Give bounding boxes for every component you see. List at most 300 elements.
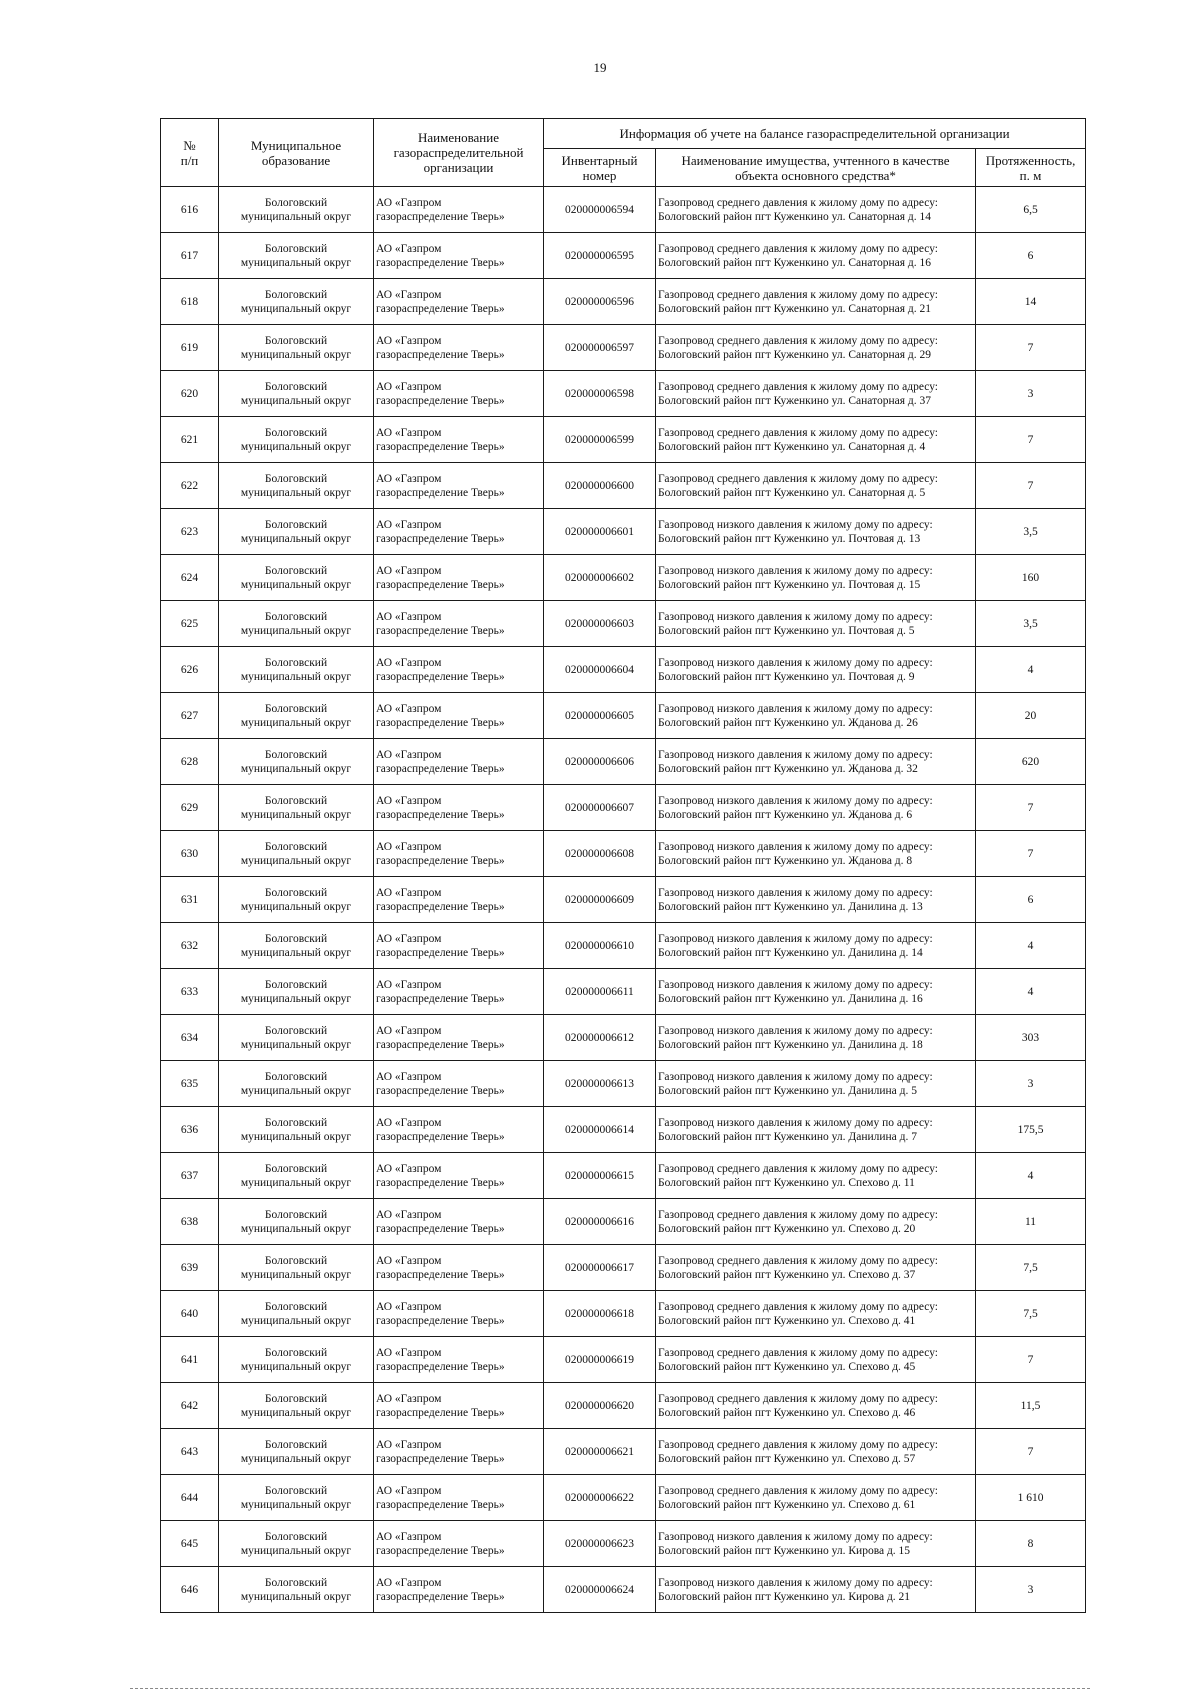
object-cell [656, 1199, 976, 1245]
header-municipality-text: Муниципальное образование [250, 137, 342, 168]
municipality-line-2: муниципальный округ [240, 670, 352, 683]
length-value: 7,5 [976, 1291, 1086, 1337]
municipality-line-2: муниципальный округ [240, 1130, 352, 1143]
table-row [161, 279, 1086, 325]
table-row [161, 1429, 1086, 1475]
row-number: 629 [161, 785, 219, 831]
municipality-line-1: Бологовский [264, 886, 328, 899]
organization-cell [374, 1429, 544, 1475]
municipality-line-1: Бологовский [264, 334, 328, 347]
organization-line-1: АО «Газпром [376, 1484, 442, 1497]
organization-line-1: АО «Газпром [376, 1438, 442, 1451]
inventory-number: 020000006606 [544, 739, 656, 785]
inventory-number: 020000006613 [544, 1061, 656, 1107]
organization-line-1: АО «Газпром [376, 1300, 442, 1313]
row-number: 623 [161, 509, 219, 555]
municipality-cell [219, 877, 374, 923]
municipality-cell [219, 785, 374, 831]
municipality-cell [219, 1153, 374, 1199]
municipality-line-1: Бологовский [264, 1346, 328, 1359]
table-row [161, 1245, 1086, 1291]
object-line-2: Бологовский район пгт Куженкино ул. Санаторная д. 21 [658, 302, 932, 315]
table-row [161, 463, 1086, 509]
municipality-line-2: муниципальный округ [240, 486, 352, 499]
table-row [161, 923, 1086, 969]
organization-cell [374, 1291, 544, 1337]
object-line-1: Газопровод низкого давления к жилому дому по адресу: [658, 702, 933, 715]
organization-line-1: АО «Газпром [376, 1254, 442, 1267]
table-row [161, 1521, 1086, 1567]
municipality-line-2: муниципальный округ [240, 716, 352, 729]
organization-line-2: газораспределение Тверь» [376, 1452, 505, 1465]
municipality-cell [219, 1429, 374, 1475]
municipality-line-1: Бологовский [264, 702, 328, 715]
object-line-2: Бологовский район пгт Куженкино ул. Почтовая д. 15 [658, 578, 921, 591]
organization-line-1: АО «Газпром [376, 1576, 442, 1589]
object-line-1: Газопровод среднего давления к жилому дому по адресу: [658, 196, 939, 209]
municipality-line-2: муниципальный округ [240, 1038, 352, 1051]
object-line-2: Бологовский район пгт Куженкино ул. Спехово д. 46 [658, 1406, 916, 1419]
municipality-line-1: Бологовский [264, 840, 328, 853]
table-body [161, 187, 1086, 1613]
object-line-2: Бологовский район пгт Куженкино ул. Спехово д. 61 [658, 1498, 916, 1511]
header-object [656, 149, 976, 187]
object-line-1: Газопровод низкого давления к жилому дому по адресу: [658, 932, 933, 945]
organization-line-2: газораспределение Тверь» [376, 808, 505, 821]
object-cell [656, 693, 976, 739]
organization-cell [374, 877, 544, 923]
object-line-2: Бологовский район пгт Куженкино ул. Спехово д. 37 [658, 1268, 916, 1281]
object-line-2: Бологовский район пгт Куженкино ул. Санаторная д. 5 [658, 486, 926, 499]
organization-line-1: АО «Газпром [376, 1024, 442, 1037]
header-municipality [219, 119, 374, 187]
organization-cell [374, 233, 544, 279]
object-cell [656, 601, 976, 647]
municipality-line-1: Бологовский [264, 518, 328, 531]
organization-line-2: газораспределение Тверь» [376, 486, 505, 499]
organization-line-1: АО «Газпром [376, 426, 442, 439]
organization-line-2: газораспределение Тверь» [376, 394, 505, 407]
municipality-line-1: Бологовский [264, 426, 328, 439]
length-value: 175,5 [976, 1107, 1086, 1153]
organization-cell [374, 693, 544, 739]
header-num [161, 119, 219, 187]
row-number: 639 [161, 1245, 219, 1291]
length-value: 6,5 [976, 187, 1086, 233]
inventory-number: 020000006617 [544, 1245, 656, 1291]
inventory-number: 020000006604 [544, 647, 656, 693]
organization-cell [374, 1153, 544, 1199]
municipality-line-2: муниципальный округ [240, 1452, 352, 1465]
header-object-text: Наименование имущества, учтенного в качестве объекта основного средства* [681, 152, 950, 183]
municipality-line-2: муниципальный округ [240, 302, 352, 315]
organization-line-1: АО «Газпром [376, 1346, 442, 1359]
municipality-cell [219, 1199, 374, 1245]
object-line-1: Газопровод низкого давления к жилому дому по адресу: [658, 518, 933, 531]
inventory-number: 020000006612 [544, 1015, 656, 1061]
organization-line-1: АО «Газпром [376, 564, 442, 577]
row-number: 624 [161, 555, 219, 601]
object-line-2: Бологовский район пгт Куженкино ул. Спехово д. 11 [658, 1176, 915, 1189]
organization-line-2: газораспределение Тверь» [376, 1130, 505, 1143]
object-cell [656, 1245, 976, 1291]
municipality-line-2: муниципальный округ [240, 808, 352, 821]
municipality-cell [219, 739, 374, 785]
length-value: 620 [976, 739, 1086, 785]
municipality-line-1: Бологовский [264, 1070, 328, 1083]
object-cell [656, 555, 976, 601]
length-value: 11,5 [976, 1383, 1086, 1429]
organization-cell [374, 785, 544, 831]
organization-line-1: АО «Газпром [376, 840, 442, 853]
table-row [161, 1015, 1086, 1061]
object-cell [656, 831, 976, 877]
organization-line-2: газораспределение Тверь» [376, 532, 505, 545]
object-line-1: Газопровод среднего давления к жилому дому по адресу: [658, 334, 939, 347]
municipality-line-2: муниципальный округ [240, 992, 352, 1005]
object-line-2: Бологовский район пгт Куженкино ул. Данилина д. 5 [658, 1084, 918, 1097]
organization-cell [374, 1107, 544, 1153]
organization-line-1: АО «Газпром [376, 1530, 442, 1543]
row-number: 632 [161, 923, 219, 969]
municipality-cell [219, 279, 374, 325]
inventory-number: 020000006599 [544, 417, 656, 463]
object-line-2: Бологовский район пгт Куженкино ул. Спехово д. 57 [658, 1452, 916, 1465]
object-cell [656, 1107, 976, 1153]
row-number: 634 [161, 1015, 219, 1061]
object-line-1: Газопровод низкого давления к жилому дому по адресу: [658, 656, 933, 669]
municipality-line-2: муниципальный округ [240, 1176, 352, 1189]
row-number: 636 [161, 1107, 219, 1153]
municipality-cell [219, 1521, 374, 1567]
table-row [161, 1291, 1086, 1337]
length-value: 7 [976, 1337, 1086, 1383]
organization-line-1: АО «Газпром [376, 886, 442, 899]
organization-line-2: газораспределение Тверь» [376, 946, 505, 959]
municipality-cell [219, 417, 374, 463]
row-number: 644 [161, 1475, 219, 1521]
inventory-number: 020000006597 [544, 325, 656, 371]
object-cell [656, 1383, 976, 1429]
municipality-cell [219, 647, 374, 693]
inventory-number: 020000006621 [544, 1429, 656, 1475]
organization-line-2: газораспределение Тверь» [376, 1360, 505, 1373]
organization-cell [374, 279, 544, 325]
object-line-2: Бологовский район пгт Куженкино ул. Санаторная д. 4 [658, 440, 926, 453]
table-row [161, 1199, 1086, 1245]
object-line-2: Бологовский район пгт Куженкино ул. Жданова д. 6 [658, 808, 913, 821]
length-value: 7 [976, 417, 1086, 463]
object-line-1: Газопровод низкого давления к жилому дому по адресу: [658, 610, 933, 623]
table-row [161, 417, 1086, 463]
municipality-cell [219, 1383, 374, 1429]
organization-line-1: АО «Газпром [376, 748, 442, 761]
length-value: 11 [976, 1199, 1086, 1245]
object-cell [656, 325, 976, 371]
object-line-1: Газопровод низкого давления к жилому дому по адресу: [658, 840, 933, 853]
organization-line-2: газораспределение Тверь» [376, 624, 505, 637]
municipality-cell [219, 969, 374, 1015]
inventory-number: 020000006595 [544, 233, 656, 279]
object-line-2: Бологовский район пгт Куженкино ул. Санаторная д. 37 [658, 394, 932, 407]
row-number: 638 [161, 1199, 219, 1245]
object-cell [656, 969, 976, 1015]
municipality-line-1: Бологовский [264, 1208, 328, 1221]
inventory-number: 020000006622 [544, 1475, 656, 1521]
organization-line-1: АО «Газпром [376, 472, 442, 485]
inventory-number: 020000006596 [544, 279, 656, 325]
municipality-line-2: муниципальный округ [240, 1222, 352, 1235]
row-number: 618 [161, 279, 219, 325]
row-number: 619 [161, 325, 219, 371]
table-row [161, 509, 1086, 555]
municipality-line-2: муниципальный округ [240, 1360, 352, 1373]
organization-line-2: газораспределение Тверь» [376, 578, 505, 591]
length-value: 7 [976, 785, 1086, 831]
municipality-cell [219, 1475, 374, 1521]
municipality-line-2: муниципальный округ [240, 1544, 352, 1557]
organization-line-1: АО «Газпром [376, 932, 442, 945]
organization-line-2: газораспределение Тверь» [376, 1544, 505, 1557]
municipality-line-2: муниципальный округ [240, 624, 352, 637]
organization-cell [374, 463, 544, 509]
inventory-number: 020000006611 [544, 969, 656, 1015]
organization-cell [374, 1383, 544, 1429]
municipality-cell [219, 233, 374, 279]
municipality-line-1: Бологовский [264, 1024, 328, 1037]
municipality-line-2: муниципальный округ [240, 1084, 352, 1097]
object-line-2: Бологовский район пгт Куженкино ул. Санаторная д. 29 [658, 348, 932, 361]
length-value: 6 [976, 877, 1086, 923]
organization-cell [374, 647, 544, 693]
inventory-number: 020000006605 [544, 693, 656, 739]
header-inventory-text: Инвентарный номер [561, 152, 638, 183]
row-number: 628 [161, 739, 219, 785]
municipality-line-2: муниципальный округ [240, 946, 352, 959]
object-cell [656, 1291, 976, 1337]
municipality-cell [219, 371, 374, 417]
length-value: 3,5 [976, 601, 1086, 647]
table-row [161, 969, 1086, 1015]
organization-line-1: АО «Газпром [376, 1070, 442, 1083]
length-value: 7 [976, 325, 1086, 371]
object-line-1: Газопровод среднего давления к жилому дому по адресу: [658, 1346, 939, 1359]
organization-cell [374, 1475, 544, 1521]
municipality-line-1: Бологовский [264, 472, 328, 485]
table-row [161, 1107, 1086, 1153]
municipality-line-2: муниципальный округ [240, 440, 352, 453]
length-value: 14 [976, 279, 1086, 325]
municipality-cell [219, 463, 374, 509]
table-row [161, 877, 1086, 923]
inventory-number: 020000006619 [544, 1337, 656, 1383]
object-cell [656, 1567, 976, 1613]
organization-line-1: АО «Газпром [376, 1208, 442, 1221]
header-balance-group: Информация об учете на балансе газораспределительной организации [544, 119, 1086, 149]
table-row [161, 831, 1086, 877]
length-value: 7,5 [976, 1245, 1086, 1291]
inventory-number: 020000006615 [544, 1153, 656, 1199]
municipality-line-2: муниципальный округ [240, 1406, 352, 1419]
header-length [976, 149, 1086, 187]
organization-line-1: АО «Газпром [376, 702, 442, 715]
inventory-number: 020000006603 [544, 601, 656, 647]
row-number: 633 [161, 969, 219, 1015]
organization-cell [374, 1521, 544, 1567]
municipality-line-1: Бологовский [264, 656, 328, 669]
object-cell [656, 233, 976, 279]
object-line-1: Газопровод среднего давления к жилому дому по адресу: [658, 1438, 939, 1451]
object-cell [656, 1429, 976, 1475]
organization-line-2: газораспределение Тверь» [376, 1498, 505, 1511]
municipality-line-2: муниципальный округ [240, 210, 352, 223]
municipality-line-1: Бологовский [264, 610, 328, 623]
object-line-2: Бологовский район пгт Куженкино ул. Данилина д. 7 [658, 1130, 918, 1143]
organization-line-1: АО «Газпром [376, 334, 442, 347]
object-line-2: Бологовский район пгт Куженкино ул. Данилина д. 14 [658, 946, 923, 959]
length-value: 3,5 [976, 509, 1086, 555]
municipality-line-2: муниципальный округ [240, 1268, 352, 1281]
object-cell [656, 463, 976, 509]
table-row [161, 693, 1086, 739]
object-line-1: Газопровод среднего давления к жилому дому по адресу: [658, 288, 939, 301]
length-value: 4 [976, 1153, 1086, 1199]
inventory-number: 020000006598 [544, 371, 656, 417]
page-number: 19 [593, 60, 607, 75]
organization-line-2: газораспределение Тверь» [376, 1314, 505, 1327]
object-line-2: Бологовский район пгт Куженкино ул. Жданова д. 8 [658, 854, 913, 867]
row-number: 627 [161, 693, 219, 739]
length-value: 160 [976, 555, 1086, 601]
table-row [161, 1567, 1086, 1613]
object-cell [656, 785, 976, 831]
table-row [161, 371, 1086, 417]
organization-cell [374, 1199, 544, 1245]
municipality-line-1: Бологовский [264, 288, 328, 301]
inventory-number: 020000006601 [544, 509, 656, 555]
organization-line-1: АО «Газпром [376, 610, 442, 623]
inventory-number: 020000006614 [544, 1107, 656, 1153]
object-line-1: Газопровод среднего давления к жилому дому по адресу: [658, 1162, 939, 1175]
header-organization-text: Наименование газораспределительной организации [393, 130, 524, 175]
object-line-2: Бологовский район пгт Куженкино ул. Данилина д. 16 [658, 992, 923, 1005]
municipality-cell [219, 693, 374, 739]
table-row [161, 1061, 1086, 1107]
row-number: 643 [161, 1429, 219, 1475]
municipality-line-1: Бологовский [264, 196, 328, 209]
table-row [161, 233, 1086, 279]
municipality-cell [219, 187, 374, 233]
row-number: 617 [161, 233, 219, 279]
row-number: 646 [161, 1567, 219, 1613]
row-number: 641 [161, 1337, 219, 1383]
organization-cell [374, 509, 544, 555]
organization-cell [374, 831, 544, 877]
length-value: 7 [976, 831, 1086, 877]
organization-cell [374, 417, 544, 463]
municipality-cell [219, 325, 374, 371]
municipality-line-1: Бологовский [264, 242, 328, 255]
object-line-1: Газопровод низкого давления к жилому дому по адресу: [658, 794, 933, 807]
table-row [161, 601, 1086, 647]
object-cell [656, 1061, 976, 1107]
object-line-2: Бологовский район пгт Куженкино ул. Спехово д. 20 [658, 1222, 916, 1235]
inventory-number: 020000006609 [544, 877, 656, 923]
municipality-line-1: Бологовский [264, 1484, 328, 1497]
organization-cell [374, 1061, 544, 1107]
municipality-line-1: Бологовский [264, 794, 328, 807]
organization-cell [374, 1015, 544, 1061]
object-line-1: Газопровод низкого давления к жилому дому по адресу: [658, 886, 933, 899]
length-value: 4 [976, 969, 1086, 1015]
object-line-2: Бологовский район пгт Куженкино ул. Кирова д. 15 [658, 1544, 911, 1557]
organization-cell [374, 371, 544, 417]
object-cell [656, 1475, 976, 1521]
object-cell [656, 1337, 976, 1383]
length-value: 4 [976, 647, 1086, 693]
object-line-1: Газопровод среднего давления к жилому дому по адресу: [658, 426, 939, 439]
organization-line-2: газораспределение Тверь» [376, 440, 505, 453]
municipality-line-2: муниципальный округ [240, 762, 352, 775]
municipality-line-2: муниципальный округ [240, 532, 352, 545]
municipality-cell [219, 601, 374, 647]
organization-line-2: газораспределение Тверь» [376, 762, 505, 775]
object-cell [656, 187, 976, 233]
table-row [161, 1475, 1086, 1521]
inventory-number: 020000006594 [544, 187, 656, 233]
object-cell [656, 1153, 976, 1199]
inventory-number: 020000006602 [544, 555, 656, 601]
object-line-1: Газопровод среднего давления к жилому дому по адресу: [658, 472, 939, 485]
municipality-line-1: Бологовский [264, 1300, 328, 1313]
organization-line-2: газораспределение Тверь» [376, 1222, 505, 1235]
organization-line-2: газораспределение Тверь» [376, 1084, 505, 1097]
municipality-cell [219, 555, 374, 601]
table-row [161, 785, 1086, 831]
object-line-1: Газопровод среднего давления к жилому дому по адресу: [658, 242, 939, 255]
table-row [161, 325, 1086, 371]
length-value: 8 [976, 1521, 1086, 1567]
municipality-cell [219, 923, 374, 969]
municipality-line-1: Бологовский [264, 1392, 328, 1405]
object-cell [656, 877, 976, 923]
municipality-line-1: Бологовский [264, 748, 328, 761]
length-value: 1 610 [976, 1475, 1086, 1521]
object-cell [656, 279, 976, 325]
row-number: 625 [161, 601, 219, 647]
object-line-1: Газопровод низкого давления к жилому дому по адресу: [658, 1070, 933, 1083]
length-value: 20 [976, 693, 1086, 739]
object-line-2: Бологовский район пгт Куженкино ул. Санаторная д. 16 [658, 256, 932, 269]
object-line-2: Бологовский район пгт Куженкино ул. Жданова д. 26 [658, 716, 918, 729]
organization-cell [374, 1567, 544, 1613]
organization-line-2: газораспределение Тверь» [376, 302, 505, 315]
organization-line-2: газораспределение Тверь» [376, 670, 505, 683]
object-line-2: Бологовский район пгт Куженкино ул. Кирова д. 21 [658, 1590, 911, 1603]
row-number: 637 [161, 1153, 219, 1199]
object-line-2: Бологовский район пгт Куженкино ул. Спехово д. 45 [658, 1360, 916, 1373]
object-cell [656, 509, 976, 555]
organization-line-2: газораспределение Тверь» [376, 1176, 505, 1189]
object-line-1: Газопровод среднего давления к жилому дому по адресу: [658, 1254, 939, 1267]
organization-cell [374, 739, 544, 785]
object-line-1: Газопровод низкого давления к жилому дому по адресу: [658, 1530, 933, 1543]
municipality-line-2: муниципальный округ [240, 1314, 352, 1327]
municipality-cell [219, 831, 374, 877]
object-line-2: Бологовский район пгт Куженкино ул. Почтовая д. 9 [658, 670, 915, 683]
row-number: 621 [161, 417, 219, 463]
municipality-line-1: Бологовский [264, 1576, 328, 1589]
